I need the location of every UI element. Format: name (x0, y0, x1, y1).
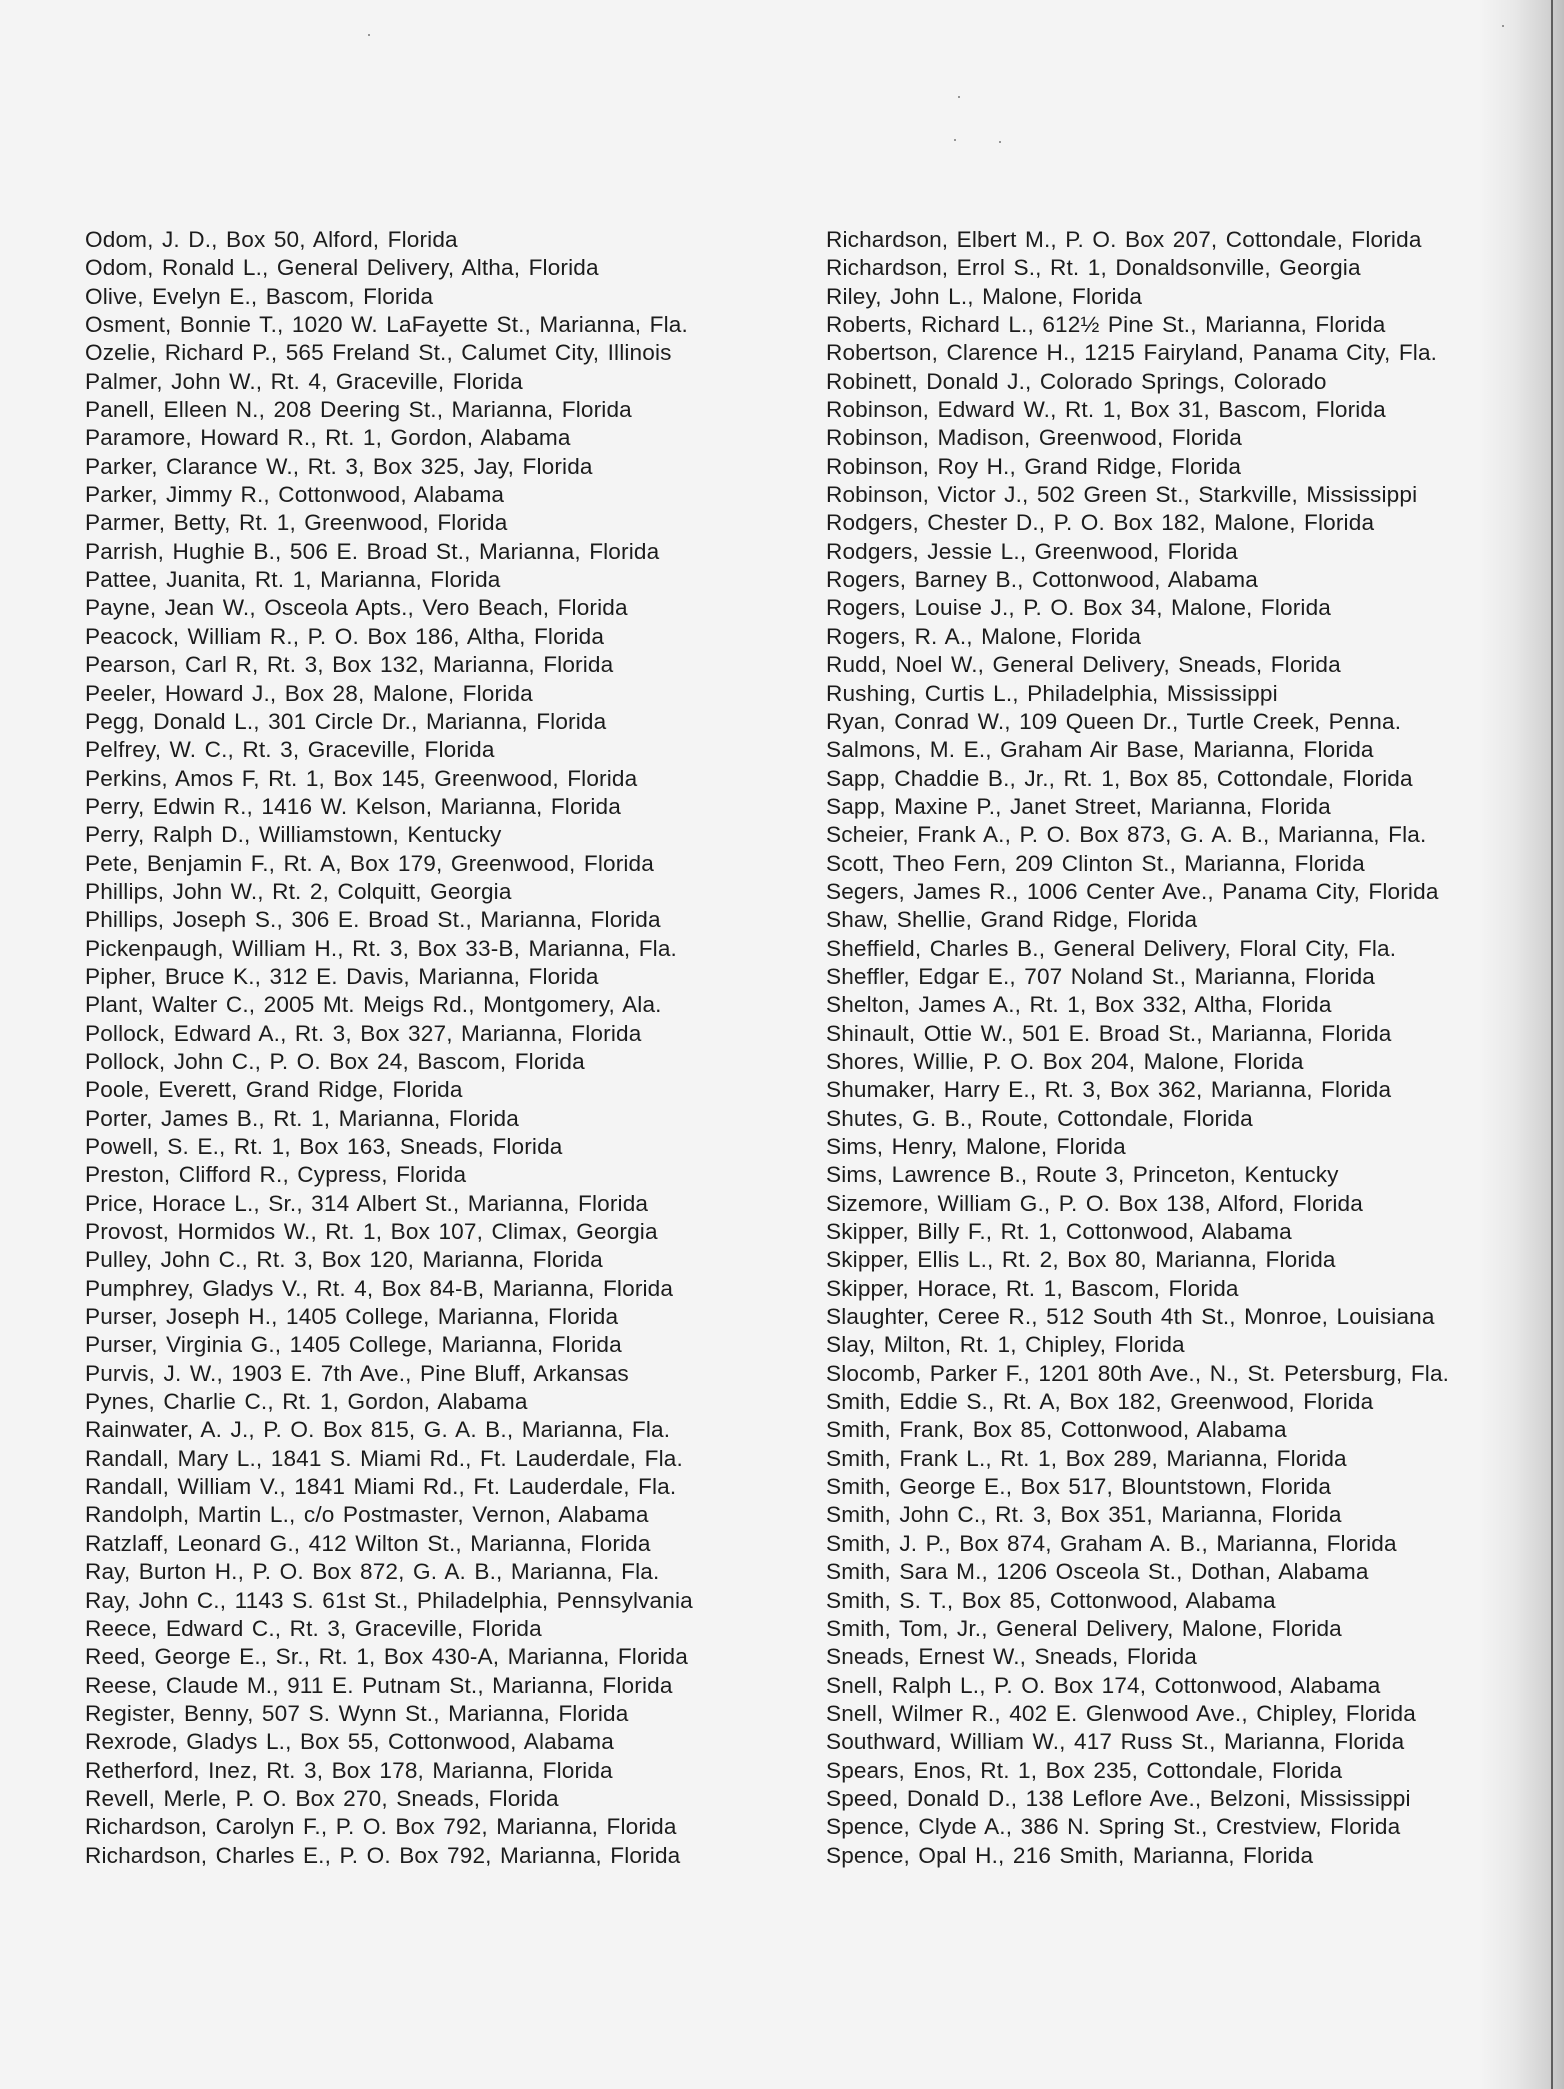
directory-entry: Provost, Hormidos W., Rt. 1, Box 107, Climax, Georgia (85, 1219, 658, 1245)
directory-entry: Phillips, John W., Rt. 2, Colquitt, Georgia (85, 878, 512, 904)
directory-entry: Robinson, Victor J., 502 Green St., Starkville, Mississippi (826, 482, 1418, 508)
directory-entry: Robertson, Clarence H., 1215 Fairyland, Panama City, Fla. (826, 340, 1438, 366)
directory-entry: Panell, Elleen N., 208 Deering St., Marianna, Florida (85, 397, 632, 423)
directory-entry: Purser, Virginia G., 1405 College, Marianna, Florida (85, 1332, 622, 1358)
directory-entry: Segers, James R., 1006 Center Ave., Panama City, Florida (826, 878, 1439, 904)
directory-entry: Pumphrey, Gladys V., Rt. 4, Box 84-B, Marianna, Florida (85, 1275, 674, 1301)
directory-entry: Osment, Bonnie T., 1020 W. LaFayette St., Marianna, Fla. (85, 312, 688, 338)
directory-entry: Spence, Clyde A., 386 N. Spring St., Crestview, Florida (826, 1814, 1401, 1840)
directory-entry: Rodgers, Chester D., P. O. Box 182, Malone, Florida (826, 510, 1375, 536)
directory-entry: Speed, Donald D., 138 Leflore Ave., Belzoni, Mississippi (826, 1785, 1411, 1811)
directory-entry: Shinault, Ottie W., 501 E. Broad St., Marianna, Florida (826, 1020, 1392, 1046)
directory-entry: Powell, S. E., Rt. 1, Box 163, Sneads, Florida (85, 1134, 563, 1159)
directory-entry: Robinson, Roy H., Grand Ridge, Florida (826, 453, 1242, 479)
directory-entry: Rogers, R. A., Malone, Florida (826, 623, 1142, 649)
directory-entry: Pickenpaugh, William H., Rt. 3, Box 33-B, Marianna, Fla. (85, 935, 677, 961)
directory-entry: Shelton, James A., Rt. 1, Box 332, Altha, Florida (826, 992, 1332, 1018)
directory-entry: Shumaker, Harry E., Rt. 3, Box 362, Marianna, Florida (826, 1077, 1392, 1103)
directory-entry: Smith, J. P., Box 874, Graham A. B., Marianna, Florida (826, 1530, 1397, 1556)
directory-entry: Spence, Opal H., 216 Smith, Marianna, Florida (826, 1842, 1314, 1868)
directory-entry: Revell, Merle, P. O. Box 270, Sneads, Florida (85, 1785, 559, 1811)
directory-entry: Snell, Wilmer R., 402 E. Glenwood Ave., Chipley, Florida (826, 1700, 1416, 1726)
directory-entry: Rodgers, Jessie L., Greenwood, Florida (826, 538, 1238, 564)
directory-entry: Scheier, Frank A., P. O. Box 873, G. A. B., Marianna, Fla. (826, 822, 1427, 848)
directory-entry: Shaw, Shellie, Grand Ridge, Florida (826, 907, 1198, 933)
directory-entry: Randall, William V., 1841 Miami Rd., Ft. Lauderdale, Fla. (85, 1474, 677, 1500)
directory-entry: Rushing, Curtis L., Philadelphia, Mississippi (826, 680, 1278, 706)
directory-entry: Payne, Jean W., Osceola Apts., Vero Beach, Florida (85, 595, 628, 621)
directory-entry: Skipper, Billy F., Rt. 1, Cottonwood, Alabama (826, 1219, 1292, 1245)
directory-entry: Porter, James B., Rt. 1, Marianna, Florida (85, 1105, 519, 1131)
print-speck (368, 34, 370, 36)
directory-entry: Ray, Burton H., P. O. Box 872, G. A. B., Marianna, Fla. (85, 1559, 660, 1585)
directory-entry: Richardson, Carolyn F., P. O. Box 792, Marianna, Florida (85, 1814, 677, 1840)
directory-entry: Smith, S. T., Box 85, Cottonwood, Alabama (826, 1587, 1276, 1613)
directory-entry: Slocomb, Parker F., 1201 80th Ave., N., St. Petersburg, Fla. (826, 1360, 1450, 1386)
directory-entry: Preston, Clifford R., Cypress, Florida (85, 1162, 467, 1188)
directory-entry: Olive, Evelyn E., Bascom, Florida (85, 283, 434, 309)
directory-entry: Richardson, Errol S., Rt. 1, Donaldsonville, Georgia (826, 255, 1361, 281)
directory-entry: Reed, George E., Sr., Rt. 1, Box 430-A, Marianna, Florida (85, 1644, 688, 1670)
directory-entry: Ratzlaff, Leonard G., 412 Wilton St., Marianna, Florida (85, 1530, 651, 1556)
directory-entry: Smith, John C., Rt. 3, Box 351, Marianna, Florida (826, 1502, 1342, 1528)
directory-entry: Spears, Enos, Rt. 1, Box 235, Cottondale, Florida (826, 1757, 1343, 1783)
directory-entry: Richardson, Charles E., P. O. Box 792, Marianna, Florida (85, 1842, 681, 1868)
directory-entry: Pete, Benjamin F., Rt. A, Box 179, Greenwood, Florida (85, 850, 654, 876)
directory-entry: Rexrode, Gladys L., Box 55, Cottonwood, Alabama (85, 1729, 614, 1755)
directory-entry: Slay, Milton, Rt. 1, Chipley, Florida (826, 1332, 1185, 1358)
directory-entry: Perry, Ralph D., Williamstown, Kentucky (85, 822, 502, 848)
directory-entry: Smith, Eddie S., Rt. A, Box 182, Greenwood, Florida (826, 1389, 1374, 1415)
directory-entry: Retherford, Inez, Rt. 3, Box 178, Marianna, Florida (85, 1757, 613, 1783)
directory-entry: Sheffield, Charles B., General Delivery, Floral City, Fla. (826, 935, 1397, 961)
directory-entry: Rainwater, A. J., P. O. Box 815, G. A. B., Marianna, Fla. (85, 1417, 671, 1443)
directory-entry: Slaughter, Ceree R., 512 South 4th St., Monroe, Louisiana (826, 1304, 1435, 1330)
directory-entry: Price, Horace L., Sr., 314 Albert St., Marianna, Florida (85, 1190, 649, 1216)
directory-entry: Poole, Everett, Grand Ridge, Florida (85, 1077, 463, 1103)
directory-entry: Odom, J. D., Box 50, Alford, Florida (85, 227, 458, 252)
directory-entry: Skipper, Ellis L., Rt. 2, Box 80, Marianna, Florida (826, 1247, 1336, 1273)
directory-entry: Purser, Joseph H., 1405 College, Marianna, Florida (85, 1304, 619, 1330)
directory-entry: Pearson, Carl R, Rt. 3, Box 132, Marianna, Florida (85, 652, 614, 678)
directory-entry: Sheffler, Edgar E., 707 Noland St., Marianna, Florida (826, 963, 1376, 989)
print-speck (999, 141, 1001, 143)
directory-entry: Palmer, John W., Rt. 4, Graceville, Florida (85, 368, 523, 394)
directory-entry: Parmer, Betty, Rt. 1, Greenwood, Florida (85, 510, 508, 536)
directory-entry: Pelfrey, W. C., Rt. 3, Graceville, Florida (85, 737, 495, 763)
directory-entry: Perry, Edwin R., 1416 W. Kelson, Marianna, Florida (85, 793, 621, 819)
directory-entry: Ryan, Conrad W., 109 Queen Dr., Turtle Creek, Penna. (826, 708, 1402, 734)
directory-entry: Robinson, Madison, Greenwood, Florida (826, 425, 1242, 451)
print-speck (958, 96, 960, 98)
directory-entry: Purvis, J. W., 1903 E. 7th Ave., Pine Bluff, Arkansas (85, 1360, 629, 1386)
page-spine-shadow (1551, 0, 1553, 2089)
print-speck (954, 139, 956, 141)
directory-entry: Smith, Sara M., 1206 Osceola St., Dothan, Alabama (826, 1559, 1369, 1585)
directory-entry: Randall, Mary L., 1841 S. Miami Rd., Ft. Lauderdale, Fla. (85, 1445, 683, 1471)
directory-entry: Smith, Frank L., Rt. 1, Box 289, Marianna, Florida (826, 1445, 1347, 1471)
directory-entry: Salmons, M. E., Graham Air Base, Marianna, Florida (826, 737, 1374, 763)
directory-entry: Smith, Frank, Box 85, Cottonwood, Alabama (826, 1417, 1287, 1443)
directory-entry: Odom, Ronald L., General Delivery, Altha, Florida (85, 255, 599, 281)
directory-entry: Rogers, Louise J., P. O. Box 34, Malone, Florida (826, 595, 1332, 621)
directory-entry: Rudd, Noel W., General Delivery, Sneads, Florida (826, 652, 1341, 678)
directory-entry: Phillips, Joseph S., 306 E. Broad St., Marianna, Florida (85, 907, 661, 933)
directory-entry: Scott, Theo Fern, 209 Clinton St., Marianna, Florida (826, 850, 1365, 876)
directory-entry: Rogers, Barney B., Cottonwood, Alabama (826, 567, 1258, 593)
directory-entry: Peeler, Howard J., Box 28, Malone, Florida (85, 680, 533, 706)
directory-entry: Sims, Henry, Malone, Florida (826, 1134, 1126, 1159)
directory-entry: Parrish, Hughie B., 506 E. Broad St., Marianna, Florida (85, 538, 660, 564)
directory-entry: Reece, Edward C., Rt. 3, Graceville, Florida (85, 1615, 542, 1641)
directory-entry: Sneads, Ernest W., Sneads, Florida (826, 1644, 1198, 1670)
directory-entry: Plant, Walter C., 2005 Mt. Meigs Rd., Montgomery, Ala. (85, 992, 662, 1018)
directory-column-right (826, 226, 1526, 1870)
directory-entry: Roberts, Richard L., 612½ Pine St., Marianna, Florida (826, 312, 1386, 338)
directory-entry: Shores, Willie, P. O. Box 204, Malone, Florida (826, 1048, 1304, 1074)
directory-entry: Parker, Jimmy R., Cottonwood, Alabama (85, 482, 505, 508)
directory-entry: Robinett, Donald J., Colorado Springs, Colorado (826, 368, 1327, 394)
directory-entry: Robinson, Edward W., Rt. 1, Box 31, Bascom, Florida (826, 397, 1386, 423)
directory-entry: Parker, Clarance W., Rt. 3, Box 325, Jay, Florida (85, 453, 593, 479)
directory-entry: Richardson, Elbert M., P. O. Box 207, Cottondale, Florida (826, 227, 1422, 252)
directory-entry: Ozelie, Richard P., 565 Freland St., Calumet City, Illinois (85, 340, 672, 366)
directory-entry: Smith, Tom, Jr., General Delivery, Malone, Florida (826, 1615, 1342, 1641)
directory-entry: Snell, Ralph L., P. O. Box 174, Cottonwood, Alabama (826, 1672, 1381, 1698)
directory-entry: Perkins, Amos F, Rt. 1, Box 145, Greenwood, Florida (85, 765, 638, 791)
directory-entry: Sapp, Maxine P., Janet Street, Marianna, Florida (826, 793, 1331, 819)
directory-entry: Sims, Lawrence B., Route 3, Princeton, Kentucky (826, 1162, 1339, 1188)
directory-entry: Peacock, William R., P. O. Box 186, Altha, Florida (85, 623, 605, 649)
directory-entry: Sizemore, William G., P. O. Box 138, Alford, Florida (826, 1190, 1363, 1216)
directory-entry: Paramore, Howard R., Rt. 1, Gordon, Alabama (85, 425, 571, 451)
directory-entry: Skipper, Horace, Rt. 1, Bascom, Florida (826, 1275, 1239, 1301)
directory-entry: Ray, John C., 1143 S. 61st St., Philadelphia, Pennsylvania (85, 1587, 693, 1613)
directory-entry: Pollock, Edward A., Rt. 3, Box 327, Marianna, Florida (85, 1020, 642, 1046)
directory-column-left (85, 226, 795, 1870)
directory-entry: Register, Benny, 507 S. Wynn St., Marianna, Florida (85, 1700, 629, 1726)
directory-entry: Pipher, Bruce K., 312 E. Davis, Marianna, Florida (85, 963, 599, 989)
directory-entry: Pollock, John C., P. O. Box 24, Bascom, Florida (85, 1048, 585, 1074)
directory-entry: Pegg, Donald L., 301 Circle Dr., Marianna, Florida (85, 708, 607, 734)
directory-entry: Southward, William W., 417 Russ St., Marianna, Florida (826, 1729, 1405, 1755)
directory-entry: Pynes, Charlie C., Rt. 1, Gordon, Alabama (85, 1389, 528, 1415)
print-speck (1502, 25, 1504, 27)
directory-entry: Shutes, G. B., Route, Cottondale, Florida (826, 1105, 1253, 1131)
directory-entry: Sapp, Chaddie B., Jr., Rt. 1, Box 85, Cottondale, Florida (826, 765, 1413, 791)
directory-entry: Randolph, Martin L., c/o Postmaster, Vernon, Alabama (85, 1502, 649, 1528)
directory-entry: Pulley, John C., Rt. 3, Box 120, Marianna, Florida (85, 1247, 603, 1273)
directory-entry: Reese, Claude M., 911 E. Putnam St., Marianna, Florida (85, 1672, 673, 1698)
directory-entry: Pattee, Juanita, Rt. 1, Marianna, Florida (85, 567, 501, 593)
directory-entry: Smith, George E., Box 517, Blountstown, Florida (826, 1474, 1332, 1500)
directory-entry: Riley, John L., Malone, Florida (826, 283, 1143, 309)
